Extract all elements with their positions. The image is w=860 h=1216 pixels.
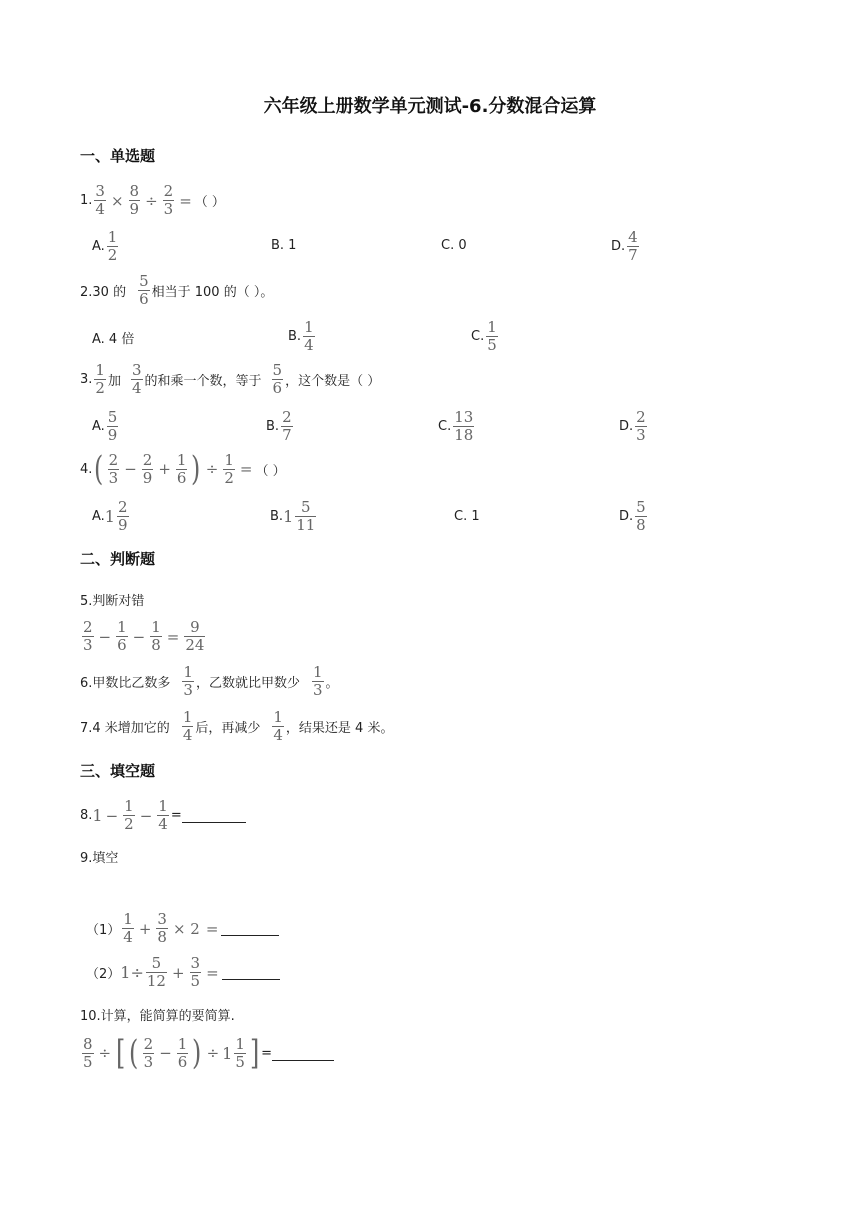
right-paren: ) <box>191 449 201 489</box>
option-label: D. <box>619 419 634 434</box>
whole-number: 1 <box>92 806 103 825</box>
question-9-part-1 <box>86 912 279 945</box>
q4-option-d[interactable] <box>619 500 649 533</box>
q3-option-a[interactable] <box>92 410 120 443</box>
question-text: 的和乘一个数，等于 <box>144 374 262 389</box>
fraction: $\frac{2}{3}$ <box>108 450 119 487</box>
minus-sign: − <box>98 627 112 646</box>
fraction: $\frac{1}{4}$ <box>273 708 283 744</box>
divide-sign: ÷ <box>206 1044 220 1062</box>
fraction: $\frac{8}{9}$ <box>129 182 140 218</box>
question-5-text: 5.判断对错 <box>80 594 145 609</box>
fraction: $\frac{5}{9}$ <box>107 408 118 444</box>
fraction: $\frac{1}{4}$ <box>158 797 168 833</box>
part-label: （1） <box>86 923 121 938</box>
question-text: ，这个数是（ ） <box>285 374 381 389</box>
fraction: $\frac{2}{3}$ <box>636 408 646 444</box>
question-2 <box>80 274 273 307</box>
fraction: $\frac{5}{8}$ <box>636 498 646 534</box>
equals-sign: = <box>261 1045 273 1061</box>
answer-blank[interactable] <box>222 965 280 980</box>
whole-divide: 1÷ <box>120 963 144 982</box>
fraction: $\frac{2}{3}$ <box>143 1034 154 1071</box>
question-number: 8. <box>80 808 93 823</box>
option-label: A. <box>92 239 105 254</box>
minus-sign: − <box>105 806 119 825</box>
q3-option-b[interactable] <box>266 410 295 443</box>
divide-sign: ÷ <box>98 1044 112 1062</box>
question-6 <box>80 665 339 698</box>
fraction: $\frac{1}{2}$ <box>95 361 105 397</box>
minus-sign: − <box>159 1044 172 1062</box>
answer-parens: （ ） <box>255 463 286 479</box>
right-bracket: ] <box>249 1033 260 1073</box>
q1-option-a[interactable] <box>92 230 120 263</box>
answer-blank[interactable] <box>182 808 246 823</box>
fraction: $\frac{1}{3}$ <box>312 663 323 699</box>
fraction: $\frac{1}{5}$ <box>235 1034 245 1071</box>
question-text: 7.4 米增加它的 <box>80 721 170 736</box>
equals-sign: = <box>166 627 180 646</box>
question-text: 后，再减少 <box>195 721 261 736</box>
section-heading-fill-blank: 三、填空题 <box>80 762 156 780</box>
question-9-text: 9.填空 <box>80 851 119 866</box>
times-two: × 2 <box>172 919 200 938</box>
option-label: C. <box>438 419 452 434</box>
equals-sign: = <box>206 963 219 982</box>
minus-sign: − <box>139 806 153 825</box>
section-heading-single-choice: 一、单选题 <box>80 147 156 165</box>
fraction: $\frac{13}{18}$ <box>454 408 474 444</box>
fraction: $\frac{3}{5}$ <box>190 954 201 990</box>
question-10-text: 10.计算，能简算的要简算. <box>80 1009 235 1024</box>
q4-option-a[interactable] <box>92 500 131 533</box>
question-text: ，结果还是 4 米。 <box>285 721 394 736</box>
question-number: 4. <box>80 461 93 477</box>
fraction: $\frac{5}{11}$ <box>296 498 316 534</box>
plus-sign: + <box>138 919 152 938</box>
q2-option-a[interactable]: A. 4 倍 <box>92 332 135 347</box>
question-10-expression <box>80 1033 334 1073</box>
fraction: $\frac{5}{6}$ <box>272 361 283 397</box>
option-label: A. <box>92 419 105 434</box>
part-label: （2） <box>86 967 121 982</box>
q2-option-c[interactable] <box>471 320 500 353</box>
question-7 <box>80 710 393 743</box>
left-paren: ( <box>94 449 104 489</box>
q3-option-c[interactable] <box>438 410 476 443</box>
fraction: $\frac{1}{4}$ <box>123 910 133 946</box>
question-text: 加 <box>107 374 121 389</box>
equals-sign: = <box>205 919 219 938</box>
divide-sign: ÷ <box>205 460 219 478</box>
mixed-whole: 1 <box>104 507 115 526</box>
question-9-part-2 <box>86 956 280 989</box>
page-title: 六年级上册数学单元测试-6.分数混合运算 <box>263 96 597 117</box>
fraction: $\frac{9}{24}$ <box>185 618 205 654</box>
fraction: $\frac{3}{4}$ <box>131 361 142 397</box>
fraction: $\frac{5}{12}$ <box>146 954 166 990</box>
fraction: $\frac{2}{7}$ <box>282 408 292 444</box>
mixed-whole: 1 <box>222 1043 233 1063</box>
fraction: $\frac{5}{6}$ <box>139 272 149 308</box>
equals-sign: = <box>170 808 182 823</box>
times-sign: × <box>110 191 124 210</box>
fraction: $\frac{1}{6}$ <box>177 1034 188 1071</box>
answer-blank[interactable] <box>221 921 279 936</box>
mixed-whole: 1 <box>283 507 294 526</box>
fraction: $\frac{1}{2}$ <box>107 228 118 264</box>
question-1 <box>80 184 225 217</box>
minus-sign: − <box>132 627 146 646</box>
fraction: $\frac{1}{2}$ <box>224 450 234 487</box>
question-text: 6.甲数比乙数多 <box>80 676 171 691</box>
question-3 <box>80 363 380 396</box>
option-label: B. <box>288 329 302 344</box>
answer-blank[interactable] <box>272 1046 334 1061</box>
section-heading-true-false: 二、判断题 <box>80 550 156 568</box>
question-number: 1. <box>80 193 93 208</box>
option-label: D. <box>619 509 634 524</box>
fraction: $\frac{1}{5}$ <box>487 318 497 354</box>
fraction: $\frac{1}{4}$ <box>182 708 193 744</box>
q1-option-c[interactable]: C. 0 <box>441 238 467 253</box>
option-label: D. <box>611 239 626 254</box>
right-paren: ) <box>192 1033 202 1073</box>
option-label: C. <box>471 329 485 344</box>
fraction: $\frac{2}{9}$ <box>142 450 153 487</box>
q4-option-c[interactable]: C. 1 <box>454 509 480 524</box>
q4-option-b[interactable] <box>270 500 318 533</box>
question-4 <box>80 449 286 489</box>
fraction: $\frac{1}{6}$ <box>176 450 187 487</box>
question-8 <box>80 799 246 832</box>
q1-option-d[interactable] <box>611 230 641 263</box>
question-text: 相当于 100 的（ ）。 <box>151 285 274 300</box>
q1-option-b[interactable]: B. 1 <box>271 238 297 253</box>
fraction: $\frac{1}{6}$ <box>117 618 127 654</box>
minus-sign: − <box>124 460 137 478</box>
fraction: $\frac{8}{5}$ <box>83 1034 93 1071</box>
divide-sign: ÷ <box>145 191 158 210</box>
equals-sign: = <box>179 191 192 210</box>
question-text: 。 <box>325 676 339 691</box>
equals-sign: = <box>239 460 253 478</box>
fraction: $\frac{2}{9}$ <box>117 498 128 534</box>
fraction: $\frac{1}{4}$ <box>304 318 314 354</box>
question-text: ，乙数就比甲数少 <box>195 676 300 691</box>
fraction: $\frac{1}{3}$ <box>183 663 193 699</box>
q2-option-b[interactable] <box>288 320 317 353</box>
question-5-expression <box>80 620 207 653</box>
fraction: $\frac{1}{8}$ <box>151 618 161 654</box>
option-label: A. <box>92 509 105 524</box>
left-paren: ( <box>129 1033 139 1073</box>
fraction: $\frac{1}{2}$ <box>124 797 134 833</box>
fraction: $\frac{4}{7}$ <box>628 228 638 264</box>
option-label: B. <box>266 419 280 434</box>
answer-parens: （ ） <box>194 195 225 210</box>
fraction: $\frac{3}{8}$ <box>157 910 167 946</box>
plus-sign: + <box>158 460 171 478</box>
fraction: $\frac{3}{4}$ <box>95 182 105 218</box>
plus-sign: + <box>171 963 185 982</box>
fraction: $\frac{2}{3}$ <box>163 182 174 218</box>
fraction: $\frac{2}{3}$ <box>83 618 93 654</box>
question-text: 2.30 的 <box>80 285 127 300</box>
option-label: B. <box>270 509 284 524</box>
q3-option-d[interactable] <box>619 410 649 443</box>
left-bracket: [ <box>116 1033 126 1073</box>
question-number: 3. <box>80 372 93 387</box>
